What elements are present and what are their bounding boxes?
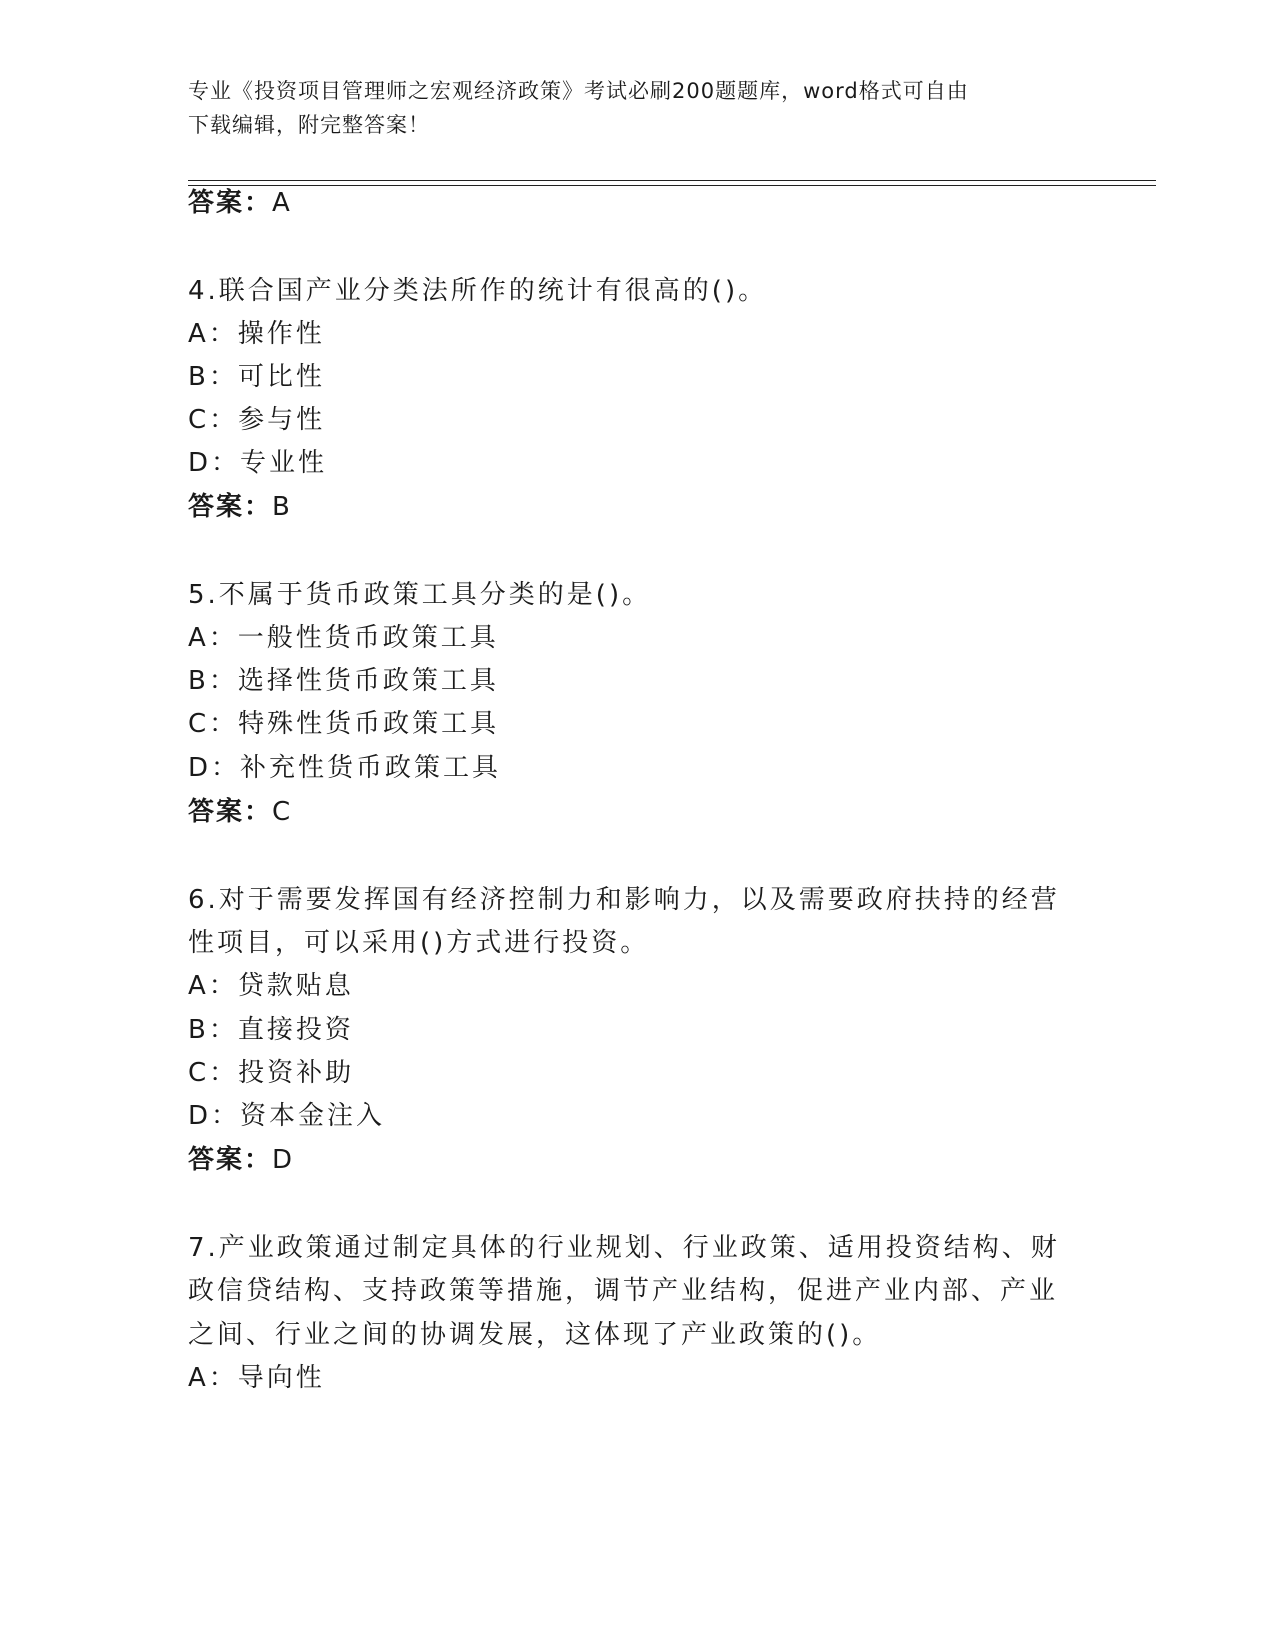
header-divider-bottom bbox=[188, 185, 1156, 186]
question-7-stem-line-1: 7.产业政策通过制定具体的行业规划、行业政策、适用投资结构、财 bbox=[188, 1233, 1060, 1263]
answer-q4 bbox=[188, 492, 291, 522]
answer-label: 答案： bbox=[188, 797, 273, 827]
header-line-1: 专业《投资项目管理师之宏观经济政策》考试必刷200题题库，word格式可自由 bbox=[188, 79, 969, 103]
answer-q5 bbox=[188, 797, 291, 827]
document-header bbox=[188, 74, 1068, 142]
answer-q6 bbox=[188, 1145, 293, 1175]
answer-label: 答案： bbox=[188, 188, 273, 218]
answer-value: C bbox=[272, 797, 292, 827]
header-line-2: 下载编辑，附完整答案！ bbox=[188, 113, 430, 137]
question-4-option-c: C：参与性 bbox=[188, 405, 326, 435]
question-5-option-d: D：补充性货币政策工具 bbox=[188, 753, 502, 783]
question-5-option-b: B：选择性货币政策工具 bbox=[188, 666, 499, 696]
question-5-option-a: A：一般性货币政策工具 bbox=[188, 623, 499, 653]
question-5-stem: 5.不属于货币政策工具分类的是()。 bbox=[188, 580, 652, 610]
question-6-option-b: B：直接投资 bbox=[188, 1015, 354, 1045]
question-7-stem-line-2: 政信贷结构、支持政策等措施，调节产业结构，促进产业内部、产业 bbox=[188, 1276, 1059, 1306]
question-6-option-d: D：资本金注入 bbox=[188, 1101, 386, 1131]
question-4-option-a: A：操作性 bbox=[188, 319, 325, 349]
question-4-stem: 4.联合国产业分类法所作的统计有很高的()。 bbox=[188, 276, 768, 306]
question-7-stem-line-3: 之间、行业之间的协调发展，这体现了产业政策的()。 bbox=[188, 1320, 882, 1350]
question-5-option-c: C：特殊性货币政策工具 bbox=[188, 709, 500, 739]
answer-q3 bbox=[188, 188, 291, 218]
answer-label: 答案： bbox=[188, 1145, 273, 1175]
answer-value: D bbox=[272, 1145, 294, 1175]
question-6-option-c: C：投资补助 bbox=[188, 1058, 355, 1088]
question-6-stem-line-1: 6.对于需要发挥国有经济控制力和影响力，以及需要政府扶持的经营 bbox=[188, 885, 1060, 915]
header-divider-top bbox=[188, 180, 1156, 181]
question-6-option-a: A：贷款贴息 bbox=[188, 971, 354, 1001]
question-4-option-b: B：可比性 bbox=[188, 362, 325, 392]
question-4-option-d: D：专业性 bbox=[188, 448, 328, 478]
answer-value: A bbox=[272, 188, 291, 218]
answer-value: B bbox=[272, 492, 291, 522]
answer-label: 答案： bbox=[188, 492, 273, 522]
question-7-option-a: A：导向性 bbox=[188, 1363, 325, 1393]
question-6-stem-line-2: 性项目，可以采用()方式进行投资。 bbox=[188, 928, 650, 958]
